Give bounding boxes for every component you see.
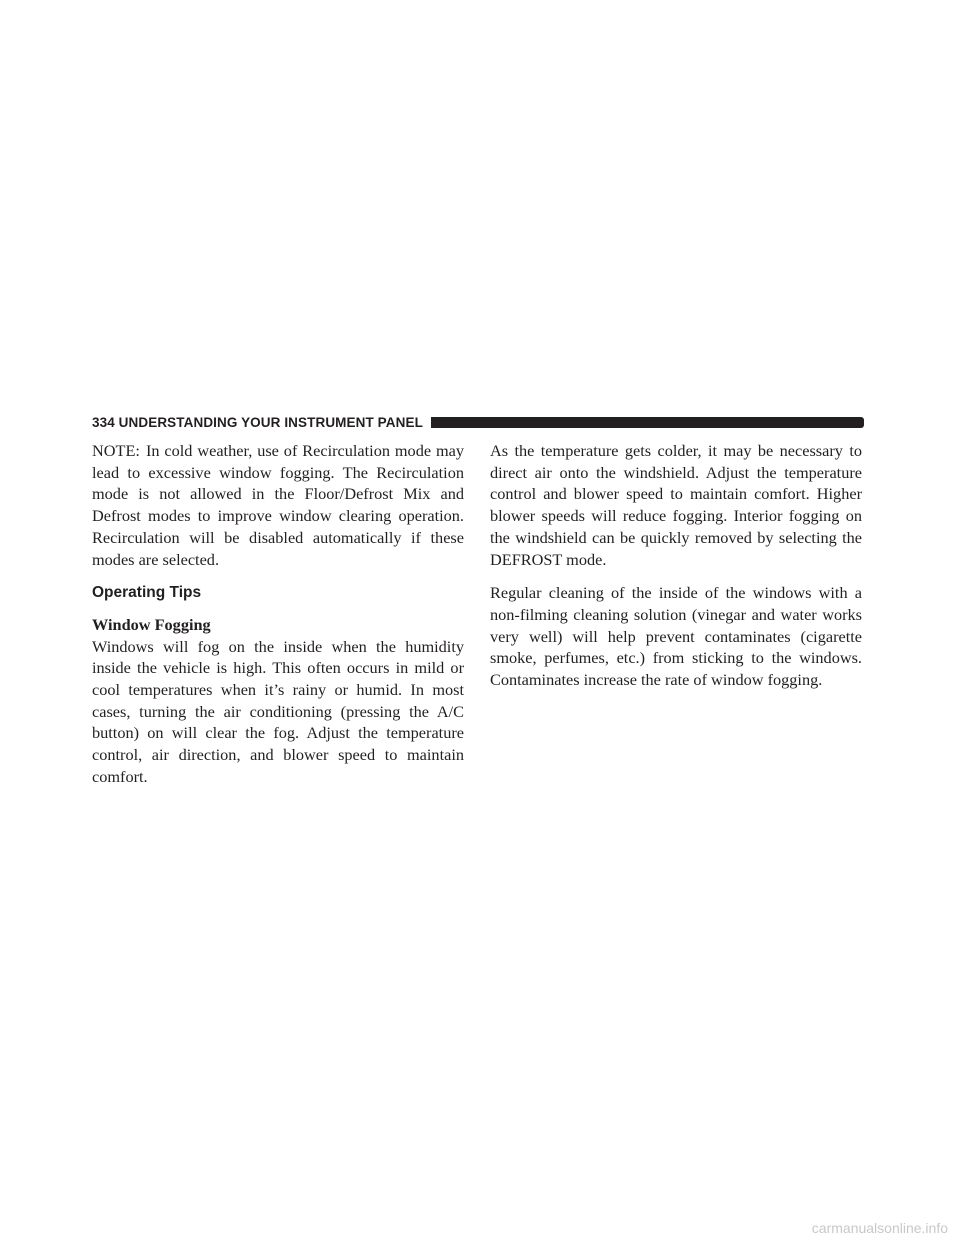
right-paragraph-2: Regular cleaning of the inside of the windows with a non-filming cleaning solution (vinegar and water works very well) will help prevent contaminates (cigarette smoke, perfumes, etc.) from sticking to the windows. Contaminates increase the rate of window fogging. <box>490 583 862 690</box>
section-title-operating-tips: Operating Tips <box>92 584 202 602</box>
right-column <box>490 440 862 703</box>
page-number-and-section: 334 UNDERSTANDING YOUR INSTRUMENT PANEL <box>92 414 423 430</box>
watermark: carmanualsonline.info <box>811 1220 948 1236</box>
window-fogging-paragraph: Windows will fog on the inside when the humidity inside the vehicle is high. This often occurs in mild or cool temperatures when it’s rainy or humid. In most cases, turning the air conditioning (pressing the A/C button) on will clear the fog. Adjust the temperature control, air direction, and blower speed to maintain comfort. <box>92 636 464 786</box>
page-header <box>92 414 864 430</box>
note-paragraph <box>92 440 464 570</box>
note-label: NOTE: <box>92 441 140 460</box>
note-text: In cold weather, use of Recirculation mode may lead to excessive window fogging. The Recirculation mode is not allowed in the Floor/Defrost Mix and Defrost modes to improve window clearing operation. Recirculation will be disabled automatically if these modes are selected. <box>92 441 464 569</box>
subsection-title-window-fogging: Window Fogging <box>92 614 211 634</box>
left-column <box>92 440 464 800</box>
right-paragraph-1: As the temperature gets colder, it may be necessary to direct air onto the windshield. Adjust the temperature control and blower speed to maintain comfort. Higher blower speeds will reduce fogging. Interior fogging on the windshield can be quickly removed by selecting the DEFROST mode. <box>490 441 862 569</box>
header-rule <box>431 417 864 428</box>
